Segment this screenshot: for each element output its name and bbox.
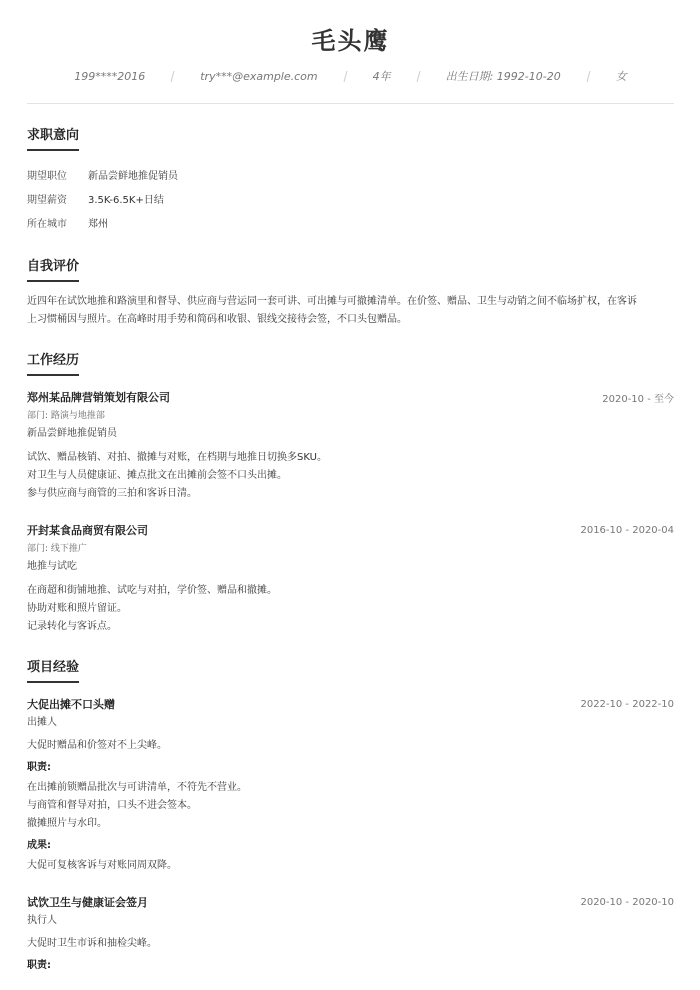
section-title: 工作经历 xyxy=(27,349,79,376)
project-date-range: 2020-10 - 2020-10 xyxy=(580,896,674,908)
job-role: 地推与试吃 xyxy=(27,561,77,572)
work-entry xyxy=(27,521,674,636)
result-line: 大促可复核客诉与对账同周双降。 xyxy=(27,860,177,871)
project-name: 大促出摊不口头赠 xyxy=(27,698,115,711)
work-description-line: 对卫生与人员健康证、摊点批文在出摊前会签不口头出摊。 xyxy=(27,470,287,481)
candidate-name: 毛头鹰 xyxy=(311,27,390,55)
duty-label: 职责: xyxy=(27,762,51,773)
contact-email: try***@example.com xyxy=(200,69,318,83)
section-job-intent xyxy=(27,124,674,237)
project-entry xyxy=(27,695,674,875)
work-entry-header xyxy=(27,388,674,406)
self-evaluation-text xyxy=(27,293,674,329)
job-intent-row xyxy=(27,213,674,237)
job-intent-list xyxy=(27,165,674,237)
work-description-line: 试饮、赠品核销、对拍、撤摊与对账，在档期与地推日切换多SKU。 xyxy=(27,452,327,463)
header-divider xyxy=(27,103,674,104)
work-description-line: 参与供应商与商管的三拍和客诉日清。 xyxy=(27,488,197,499)
section-title: 自我评价 xyxy=(27,255,79,282)
project-entry-header xyxy=(27,893,674,911)
contact-gender: 女 xyxy=(615,70,627,83)
self-evaluation-line: 上习惯桶因与照片。在高峰时用手势和简码和收银、银线交接待会签，不口头包赠品。 xyxy=(27,314,407,325)
section-work-experience xyxy=(27,349,674,636)
contact-separator xyxy=(416,71,420,82)
result-label: 成果: xyxy=(27,840,51,851)
project-date-range: 2022-10 - 2022-10 xyxy=(580,698,674,710)
department: 部门: 线下推广 xyxy=(27,544,87,554)
department: 部门: 路演与地推部 xyxy=(27,411,105,421)
project-duties xyxy=(27,779,674,833)
project-role: 执行人 xyxy=(27,915,57,926)
work-description-line: 记录转化与客诉点。 xyxy=(27,621,117,632)
section-projects xyxy=(27,656,674,975)
duty-line: 在出摊前锁赠品批次与可讲清单，不符先不营业。 xyxy=(27,782,247,793)
work-entry xyxy=(27,388,674,503)
job-intent-value: 郑州 xyxy=(88,219,108,230)
job-role: 新品尝鲜地推促销员 xyxy=(27,428,117,439)
job-intent-value: 3.5K-6.5K+日结 xyxy=(88,195,164,206)
project-entry-header xyxy=(27,695,674,713)
duty-line: 撤摊照片与水印。 xyxy=(27,818,107,829)
contact-birthdate: 出生日期: 1992-10-20 xyxy=(445,70,561,83)
work-description xyxy=(27,582,674,636)
contact-separator xyxy=(171,71,175,82)
project-entry xyxy=(27,893,674,975)
contact-separator xyxy=(343,71,347,82)
company-name: 开封某食品商贸有限公司 xyxy=(27,524,148,537)
project-name: 试饮卫生与健康证会签月 xyxy=(27,896,148,909)
section-self-evaluation xyxy=(27,255,674,329)
section-title: 求职意向 xyxy=(27,124,79,151)
job-intent-row xyxy=(27,165,674,189)
work-date-range: 2020-10 - 至今 xyxy=(602,393,674,405)
contact-info-row xyxy=(27,66,674,86)
project-summary: 大促时赠品和价签对不上尖峰。 xyxy=(27,740,167,751)
project-summary: 大促时卫生市诉和抽检尖峰。 xyxy=(27,938,157,949)
work-date-range: 2016-10 - 2020-04 xyxy=(580,524,674,536)
work-description xyxy=(27,449,674,503)
job-intent-key: 期望薪资 xyxy=(27,195,67,206)
work-description-line: 协助对账和照片留证。 xyxy=(27,603,127,614)
job-intent-value: 新品尝鲜地推促销员 xyxy=(88,171,178,182)
self-evaluation-line: 近四年在试饮地推和路演里和督导、供应商与营运同一套可讲、可出摊与可撤摊清单。在价签、赠品、卫生与动销之间不临场扩权，在客诉 xyxy=(27,296,637,307)
job-intent-key: 所在城市 xyxy=(27,219,67,230)
project-role: 出摊人 xyxy=(27,717,57,728)
job-intent-key: 期望职位 xyxy=(27,171,67,182)
contact-separator xyxy=(586,71,590,82)
contact-phone: 199****2016 xyxy=(74,69,146,83)
section-title: 项目经验 xyxy=(27,656,79,683)
job-intent-row xyxy=(27,189,674,213)
project-results xyxy=(27,857,674,875)
contact-experience-years: 4年 xyxy=(372,70,391,83)
work-description-line: 在商超和街铺地推、试吃与对拍，学价签、赠品和撤摊。 xyxy=(27,585,277,596)
company-name: 郑州某品牌营销策划有限公司 xyxy=(27,391,170,404)
duty-label: 职责: xyxy=(27,960,51,971)
work-entry-header xyxy=(27,521,674,539)
duty-line: 与商管和督导对拍，口头不进会签本。 xyxy=(27,800,197,811)
